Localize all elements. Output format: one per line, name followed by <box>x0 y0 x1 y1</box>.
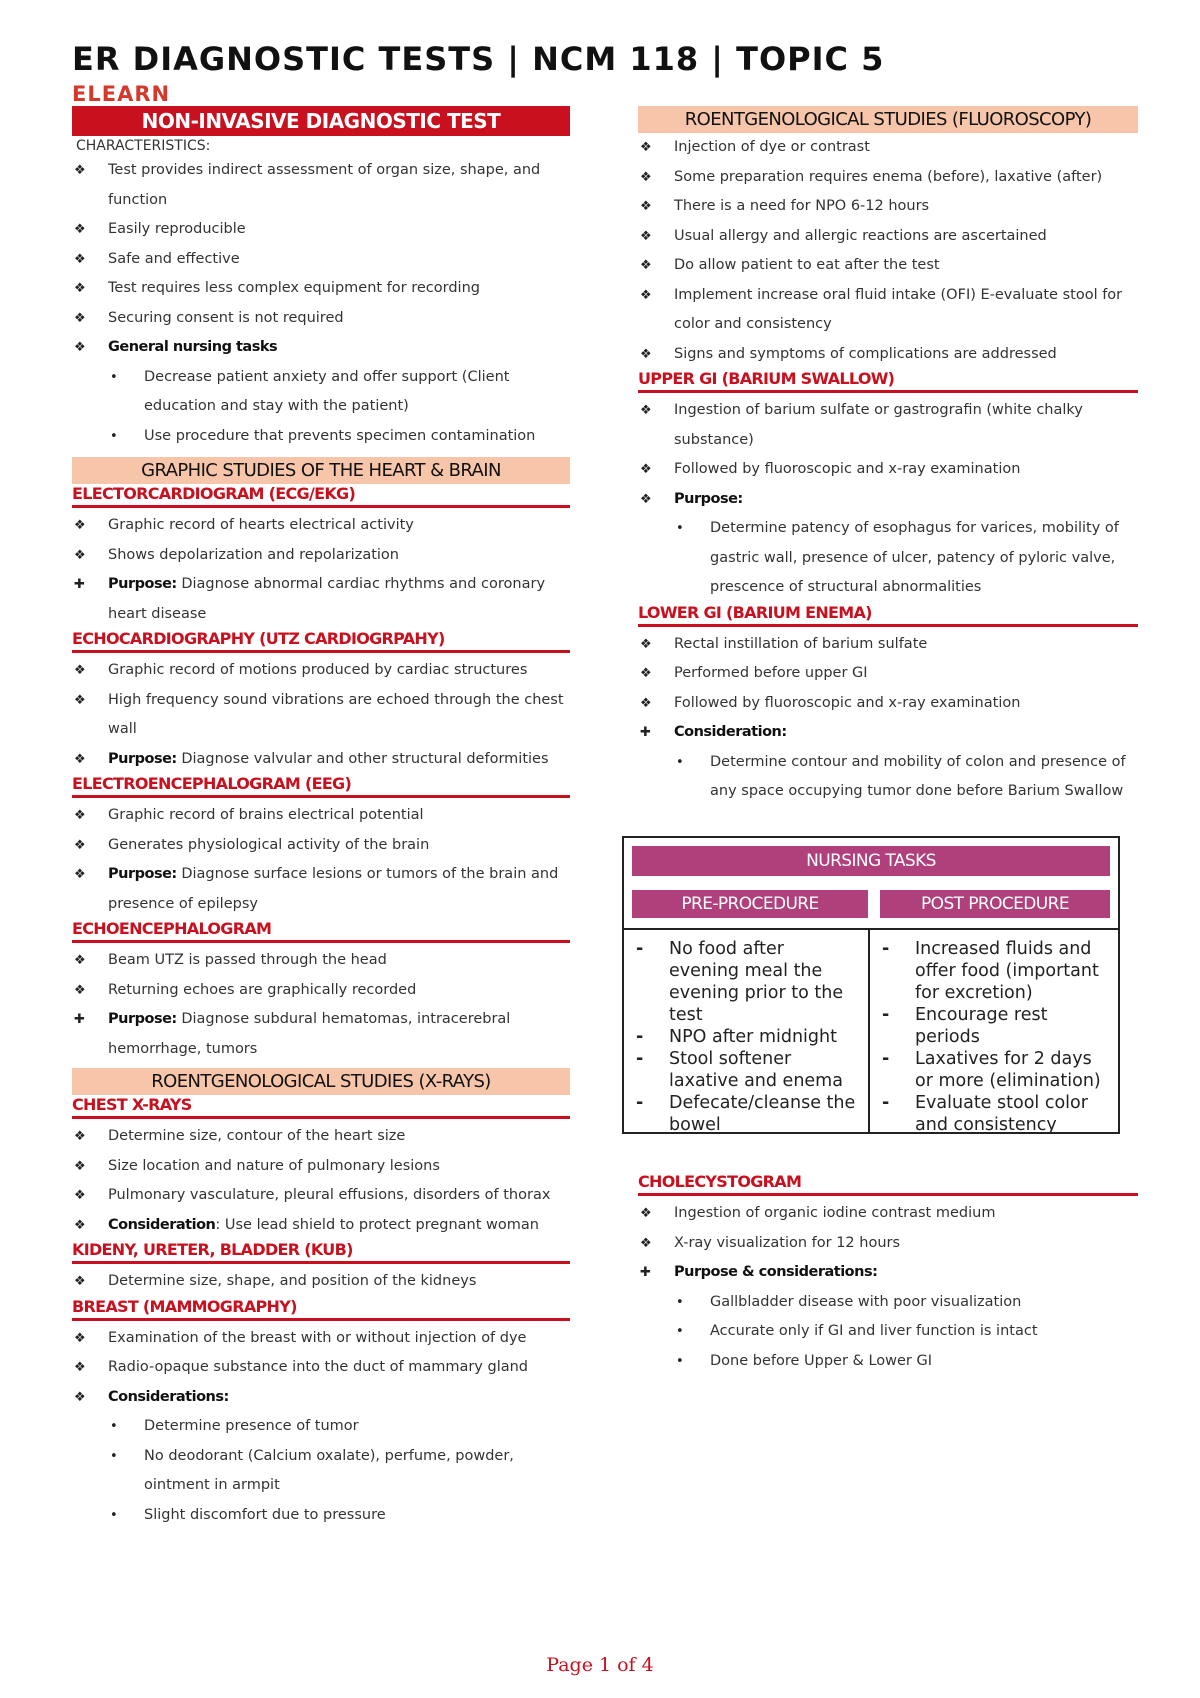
diamond-bullet-icon: ❖ <box>74 982 86 998</box>
diamond-bullet-icon: ❖ <box>74 1389 86 1405</box>
list-item: ❖ Ingestion of barium sulfate or gastrografin (white chalky substance) <box>638 396 1138 455</box>
eeg-list <box>72 801 570 919</box>
diamond-bullet-icon: ❖ <box>640 666 652 681</box>
upper-gi-title: UPPER GI (BARIUM SWALLOW) <box>638 369 1138 393</box>
diamond-bullet-icon: ❖ <box>640 403 652 418</box>
nursing-tasks-header: NURSING TASKS <box>632 846 1110 876</box>
echo-title: ECHOCARDIOGRAPHY (UTZ CARDIOGRPAHY) <box>72 629 570 653</box>
diamond-bullet-icon: ❖ <box>74 1188 86 1203</box>
list-item: ❖ Graphic record of hearts electrical activity <box>72 511 570 541</box>
diamond-bullet-icon: ❖ <box>74 163 86 178</box>
echo-list <box>72 656 570 774</box>
diamond-bullet-icon: ❖ <box>74 837 86 853</box>
diamond-bullet-icon: ❖ <box>74 692 86 708</box>
diamond-bullet-icon: ❖ <box>640 258 652 273</box>
list-item: ❖ Consideration: Use lead shield to protect pregnant woman <box>72 1211 570 1241</box>
xray-header: ROENTGENOLOGICAL STUDIES (X-RAYS) <box>72 1068 570 1095</box>
diamond-bullet-icon: ❖ <box>74 1360 86 1375</box>
diamond-bullet-icon: ❖ <box>640 228 652 244</box>
non-invasive-header: NON-INVASIVE DIAGNOSTIC TEST <box>72 106 570 136</box>
list-item: ❖ Purpose: Diagnose surface lesions or tumors of the brain and presence of epilepsy <box>72 860 570 919</box>
mammography-title: BREAST (MAMMOGRAPHY) <box>72 1297 570 1321</box>
cross-bullet-icon: ✚ <box>74 577 85 592</box>
nursing-tasks-table <box>622 836 1120 1134</box>
list-item: • No deodorant (Calcium oxalate), perfume, powder, ointment in armpit <box>72 1442 570 1501</box>
list-item: ❖ Graphic record of motions produced by cardiac structures <box>72 656 570 686</box>
list-item: ❖ Test requires less complex equipment for recording <box>72 274 570 304</box>
list-item: • Slight discomfort due to pressure <box>72 1501 570 1531</box>
pre-procedure-header: PRE-PROCEDURE <box>632 890 868 918</box>
diamond-bullet-icon: ❖ <box>640 491 652 507</box>
diamond-bullet-icon: ❖ <box>74 663 86 678</box>
right-column <box>638 106 1138 807</box>
list-item: ❖ Rectal instillation of barium sulfate <box>638 630 1138 660</box>
cholecystogram-list <box>638 1199 1138 1288</box>
list-item: ❖ Implement increase oral fluid intake (OFI) E-evaluate stool for color and consistency <box>638 281 1138 340</box>
upper-gi-list <box>638 396 1138 514</box>
diamond-bullet-icon: ❖ <box>640 1206 652 1221</box>
chest-xray-title: CHEST X-RAYS <box>72 1095 570 1119</box>
list-item: ❖ Do allow patient to eat after the test <box>638 251 1138 281</box>
list-item: - Stool softener laxative and enema <box>634 1048 858 1092</box>
list-item: - Laxatives for 2 days or more (elimination) <box>880 1048 1108 1092</box>
chest-xray-list <box>72 1122 570 1240</box>
diamond-bullet-icon: ❖ <box>640 1235 652 1251</box>
cross-bullet-icon: ✚ <box>640 725 651 740</box>
page-subtitle: ELEARN <box>72 82 171 106</box>
list-item: ❖ Pulmonary vasculature, pleural effusions, disorders of thorax <box>72 1181 570 1211</box>
ecg-list <box>72 511 570 629</box>
list-item: ❖ Test provides indirect assessment of organ size, shape, and function <box>72 156 570 215</box>
list-item: ❖ High frequency sound vibrations are echoed through the chest wall <box>72 686 570 745</box>
list-item: ✚ Purpose: Diagnose abnormal cardiac rhythms and coronary heart disease <box>72 570 570 629</box>
list-item: - No food after evening meal the evening prior to the test <box>634 938 858 1026</box>
characteristics-label: CHARACTERISTICS: <box>76 138 211 154</box>
general-tasks-label: General nursing tasks <box>108 339 278 355</box>
list-item: ❖ Considerations: <box>72 1383 570 1413</box>
fluoroscopy-header: ROENTGENOLOGICAL STUDIES (FLUOROSCOPY) <box>638 106 1138 133</box>
page-number: Page 1 of 4 <box>546 1654 654 1676</box>
mammography-list <box>72 1324 570 1413</box>
echoencephalogram-list <box>72 946 570 1064</box>
list-item: • Accurate only if GI and liver function is intact <box>638 1317 1138 1347</box>
eeg-title: ELECTROENCEPHALOGRAM (EEG) <box>72 774 570 798</box>
diamond-bullet-icon: ❖ <box>640 636 652 652</box>
characteristics-list <box>72 156 570 363</box>
list-item: ✚ Purpose: Diagnose subdural hematomas, intracerebral hemorrhage, tumors <box>72 1005 570 1064</box>
cholecystogram-purpose-list <box>638 1288 1138 1377</box>
list-item: • Decrease patient anxiety and offer support (Client education and stay with the patient) <box>72 363 570 422</box>
lower-gi-title: LOWER GI (BARIUM ENEMA) <box>638 603 1138 627</box>
list-item: ❖ Examination of the breast with or without injection of dye <box>72 1324 570 1354</box>
upper-gi-purpose-list <box>638 514 1138 603</box>
list-item: • Determine patency of esophagus for varices, mobility of gastric wall, presence of ulcer, patency of pyloric valve, prescence of structural abnormalities <box>638 514 1138 603</box>
list-item: ✚ Purpose & considerations: <box>638 1258 1138 1288</box>
diamond-bullet-icon: ❖ <box>640 695 652 711</box>
list-item: ❖ Purpose: <box>638 485 1138 515</box>
list-item: ❖ Followed by fluoroscopic and x-ray examination <box>638 689 1138 719</box>
page-title: ER DIAGNOSTIC TESTS | NCM 118 | TOPIC 5 <box>72 40 885 78</box>
echoencephalogram-title: ECHOENCEPHALOGRAM <box>72 919 570 943</box>
list-item: ❖ Usual allergy and allergic reactions are ascertained <box>638 222 1138 252</box>
list-item: ❖ Safe and effective <box>72 245 570 275</box>
list-item: ❖ Size location and nature of pulmonary lesions <box>72 1152 570 1182</box>
diamond-bullet-icon: ❖ <box>640 287 652 303</box>
list-item: ❖ Beam UTZ is passed through the head <box>72 946 570 976</box>
lower-gi-consideration-list <box>638 748 1138 807</box>
diamond-bullet-icon: ❖ <box>74 1129 86 1144</box>
list-item: ❖ Radio-opaque substance into the duct of mammary gland <box>72 1353 570 1383</box>
list-item: ❖ Ingestion of organic iodine contrast medium <box>638 1199 1138 1229</box>
list-item: ❖ Shows depolarization and repolarization <box>72 541 570 571</box>
list-item: ❖ Injection of dye or contrast <box>638 133 1138 163</box>
list-item: ❖ Generates physiological activity of the brain <box>72 831 570 861</box>
list-item: ✚ Consideration: <box>638 718 1138 748</box>
diamond-bullet-icon: ❖ <box>74 222 86 237</box>
diamond-bullet-icon: ❖ <box>640 169 652 185</box>
list-item: - Evaluate stool color and consistency <box>880 1092 1108 1136</box>
diamond-bullet-icon: ❖ <box>640 462 652 477</box>
mammography-considerations-list <box>72 1412 570 1530</box>
pre-procedure-column <box>622 928 870 1134</box>
list-item: ❖ Securing consent is not required <box>72 304 570 334</box>
diamond-bullet-icon: ❖ <box>74 953 86 968</box>
diamond-bullet-icon: ❖ <box>74 251 86 267</box>
lower-gi-list <box>638 630 1138 748</box>
diamond-bullet-icon: ❖ <box>74 1217 86 1233</box>
diamond-bullet-icon: ❖ <box>74 518 86 533</box>
list-item: ❖ X-ray visualization for 12 hours <box>638 1229 1138 1259</box>
post-procedure-column <box>868 928 1120 1134</box>
left-column <box>72 106 570 1530</box>
list-item: • Done before Upper & Lower GI <box>638 1347 1138 1377</box>
diamond-bullet-icon: ❖ <box>640 140 652 155</box>
diamond-bullet-icon: ❖ <box>74 1158 86 1174</box>
list-item: - Encourage rest periods <box>880 1004 1108 1048</box>
fluoroscopy-list <box>638 133 1138 369</box>
list-item: ❖ Returning echoes are graphically recorded <box>72 976 570 1006</box>
list-item: ❖ Easily reproducible <box>72 215 570 245</box>
list-item: • Determine contour and mobility of colon and presence of any space occupying tumor done before Barium Swallow <box>638 748 1138 807</box>
graphic-studies-header: GRAPHIC STUDIES OF THE HEART & BRAIN <box>72 457 570 484</box>
list-item <box>72 333 570 363</box>
list-item: ❖ Followed by fluoroscopic and x-ray examination <box>638 455 1138 485</box>
diamond-bullet-icon: ❖ <box>640 346 652 362</box>
diamond-bullet-icon: ❖ <box>74 1330 86 1346</box>
diamond-bullet-icon: ❖ <box>74 281 86 296</box>
list-item: ❖ Signs and symptoms of complications are addressed <box>638 340 1138 370</box>
diamond-bullet-icon: ❖ <box>74 1274 86 1289</box>
list-item: ❖ Some preparation requires enema (before), laxative (after) <box>638 163 1138 193</box>
list-item: - NPO after midnight <box>634 1026 858 1048</box>
list-item: ❖ Performed before upper GI <box>638 659 1138 689</box>
kub-list <box>72 1267 570 1297</box>
diamond-bullet-icon: ❖ <box>74 340 86 355</box>
list-item: - Increased fluids and offer food (important for excretion) <box>880 938 1108 1004</box>
diamond-bullet-icon: ❖ <box>640 199 652 214</box>
list-item: - Defecate/cleanse the bowel <box>634 1092 858 1136</box>
general-tasks-list <box>72 363 570 452</box>
diamond-bullet-icon: ❖ <box>74 547 86 563</box>
diamond-bullet-icon: ❖ <box>74 867 86 882</box>
cross-bullet-icon: ✚ <box>640 1265 651 1280</box>
list-item: ❖ Determine size, contour of the heart size <box>72 1122 570 1152</box>
post-procedure-header: POST PROCEDURE <box>880 890 1110 918</box>
diamond-bullet-icon: ❖ <box>74 808 86 823</box>
list-item: ❖ Determine size, shape, and position of the kidneys <box>72 1267 570 1297</box>
diamond-bullet-icon: ❖ <box>74 751 86 767</box>
cholecystogram-section <box>638 1172 1138 1376</box>
list-item: • Gallbladder disease with poor visualization <box>638 1288 1138 1318</box>
list-item: ❖ Graphic record of brains electrical potential <box>72 801 570 831</box>
ecg-title: ELECTORCARDIOGRAM (ECG/EKG) <box>72 484 570 508</box>
list-item: • Use procedure that prevents specimen contamination <box>72 422 570 452</box>
list-item: ❖ Purpose: Diagnose valvular and other structural deformities <box>72 745 570 775</box>
list-item: • Determine presence of tumor <box>72 1412 570 1442</box>
cross-bullet-icon: ✚ <box>74 1012 85 1027</box>
diamond-bullet-icon: ❖ <box>74 310 86 326</box>
kub-title: KIDENY, URETER, BLADDER (KUB) <box>72 1240 570 1264</box>
list-item: ❖ There is a need for NPO 6-12 hours <box>638 192 1138 222</box>
cholecystogram-title: CHOLECYSTOGRAM <box>638 1172 1138 1196</box>
